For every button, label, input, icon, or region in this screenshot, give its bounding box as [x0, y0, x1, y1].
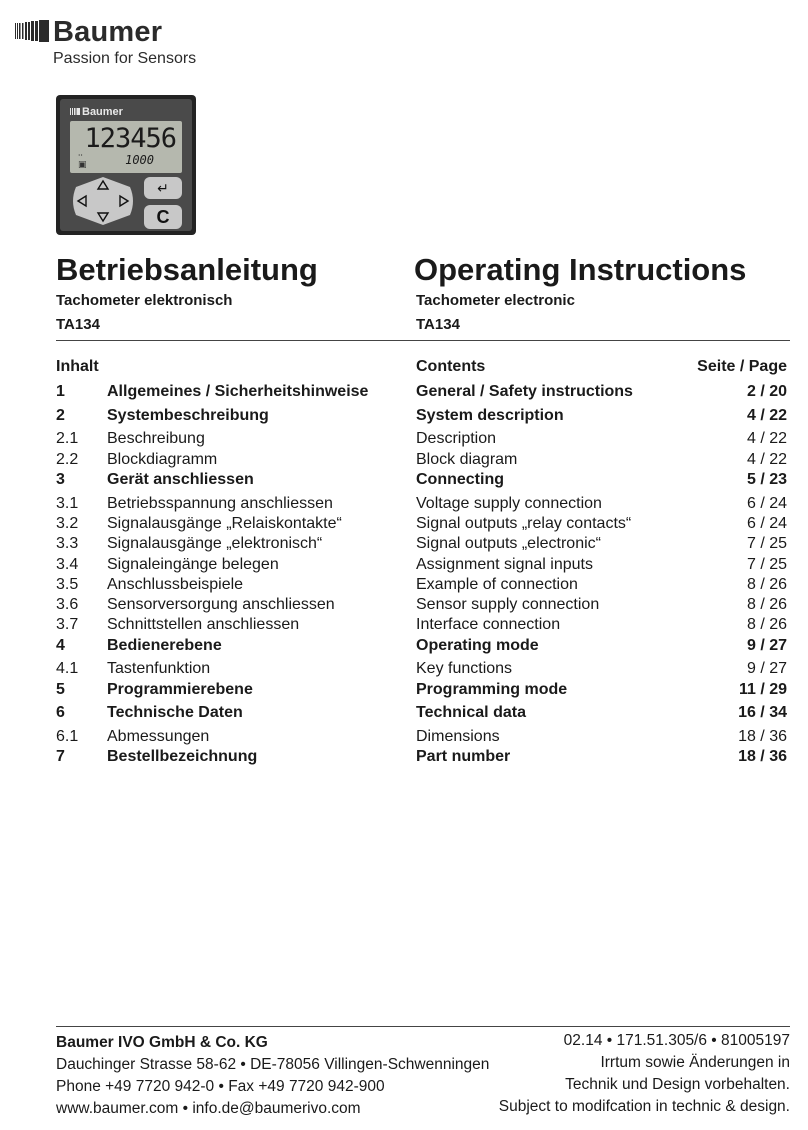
toc-title-german: Bedienerebene — [107, 636, 222, 654]
toc-number: 2 — [56, 406, 65, 424]
toc-title-english: Technical data — [416, 704, 526, 722]
toc-title-english: Block diagram — [416, 450, 518, 468]
toc-title-german: Technische Daten — [107, 704, 243, 722]
toc-title-english: Operating mode — [416, 636, 539, 654]
enter-key-icon: ↵ — [144, 177, 182, 199]
company-address: Dauchinger Strasse 58-62 • DE-78056 Villingen-Schwenningen — [56, 1056, 490, 1073]
device-image — [56, 95, 196, 235]
footer-divider — [56, 1026, 790, 1027]
toc-row — [56, 514, 790, 534]
toc-number: 2.2 — [56, 450, 79, 468]
toc-title-english: Connecting — [416, 470, 504, 488]
toc-page: 8 / 26 — [746, 596, 787, 614]
subtitle-german: Tachometer elektronisch — [56, 292, 233, 309]
title-english: Operating Instructions — [414, 252, 747, 287]
toc-number: 3.3 — [56, 535, 79, 553]
device-logo-icon — [70, 108, 80, 115]
toc-title-english: Example of connection — [416, 575, 578, 593]
toc-title-english: Signal outputs „relay contacts“ — [416, 514, 632, 532]
display-main-value: 123456 — [84, 123, 176, 154]
toc-page: 11 / 29 — [738, 680, 787, 698]
toc-page: 6 / 24 — [746, 514, 787, 532]
toc-number: 4 — [56, 636, 65, 654]
toc-page: 7 / 25 — [746, 555, 787, 573]
title-german: Betriebsanleitung — [56, 252, 318, 287]
footer-document-info — [499, 1030, 790, 1118]
toc-row — [56, 555, 790, 575]
toc-title-german: Gerät anschliessen — [107, 470, 254, 488]
toc-number: 6.1 — [56, 728, 79, 746]
toc-page: 4 / 22 — [746, 406, 787, 424]
table-of-contents — [56, 382, 790, 771]
toc-title-english: Description — [416, 430, 497, 448]
toc-page: 4 / 22 — [746, 450, 787, 468]
toc-page: 16 / 34 — [738, 704, 787, 722]
toc-title-english: Part number — [416, 748, 511, 766]
toc-row — [56, 406, 790, 430]
brand-tagline: Passion for Sensors — [53, 50, 197, 67]
toc-title-english: General / Safety instructions — [416, 383, 633, 400]
display-sub-value: 1000 — [125, 153, 154, 167]
toc-number: 3.1 — [56, 494, 79, 512]
company-phone: Phone +49 7720 942-0 • Fax +49 7720 942-900 — [56, 1078, 385, 1095]
disclaimer-line-1: Irrtum sowie Änderungen in — [600, 1054, 790, 1071]
toc-row — [56, 680, 790, 704]
direction-pad — [68, 175, 138, 227]
toc-title-german: Anschlussbeispiele — [107, 575, 244, 593]
toc-title-english: Programming mode — [416, 680, 568, 698]
toc-title-english: Sensor supply connection — [416, 596, 600, 614]
toc-number: 3.5 — [56, 575, 79, 593]
model-english: TA134 — [416, 316, 460, 333]
toc-page: 5 / 23 — [746, 470, 787, 488]
toc-number: 3.4 — [56, 555, 79, 573]
toc-title-german: Betriebsspannung anschliessen — [107, 494, 333, 512]
toc-title-english: Assignment signal inputs — [416, 555, 593, 573]
brand-name: Baumer — [53, 16, 163, 48]
toc-title-german: Bestellbezeichnung — [107, 748, 258, 766]
toc-number: 3 — [56, 470, 65, 488]
subtitle-english: Tachometer electronic — [416, 292, 575, 309]
toc-number: 7 — [56, 748, 65, 766]
toc-title-german: Systembeschreibung — [107, 406, 269, 424]
toc-title-english: System description — [416, 406, 564, 424]
toc-page: 4 / 22 — [746, 430, 787, 448]
toc-row — [56, 534, 790, 554]
toc-title-german: Signalausgänge „elektronisch“ — [107, 535, 323, 553]
toc-row — [56, 703, 790, 727]
toc-number: 2.1 — [56, 430, 79, 448]
toc-number: 1 — [56, 383, 65, 400]
company-name: Baumer IVO GmbH & Co. KG — [56, 1034, 268, 1051]
toc-row — [56, 450, 790, 470]
toc-row — [56, 382, 790, 406]
toc-title-german: Abmessungen — [107, 728, 210, 746]
device-display — [70, 121, 182, 173]
toc-title-english: Dimensions — [416, 728, 500, 746]
toc-page: 18 / 36 — [738, 728, 787, 746]
device-front-panel — [60, 99, 192, 231]
toc-title-german: Signaleingänge belegen — [107, 555, 279, 573]
toc-page: 7 / 25 — [746, 535, 787, 553]
toc-row — [56, 659, 790, 679]
toc-title-german: Blockdiagramm — [107, 450, 218, 468]
toc-title-english: Voltage supply connection — [416, 494, 602, 512]
toc-row — [56, 575, 790, 595]
toc-number: 3.7 — [56, 616, 79, 634]
disclaimer-line-2: Technik und Design vorbehalten. — [565, 1076, 790, 1093]
toc-title-english: Signal outputs „electronic“ — [416, 535, 601, 553]
toc-title-german: Programmierebene — [107, 680, 253, 698]
toc-page: 2 / 20 — [746, 383, 787, 400]
divider — [56, 340, 790, 341]
toc-title-english: Key functions — [416, 660, 513, 678]
toc-row — [56, 494, 790, 514]
toc-page: 9 / 27 — [746, 660, 787, 678]
toc-page: 9 / 27 — [746, 636, 787, 654]
toc-title-german: Allgemeines / Sicherheitshinweise — [107, 383, 369, 400]
device-brand-label: Baumer — [82, 106, 123, 118]
clear-key: C — [144, 205, 182, 229]
toc-number: 3.2 — [56, 514, 79, 532]
toc-page: 8 / 26 — [746, 575, 787, 593]
toc-row — [56, 429, 790, 449]
baumer-logo-icon — [15, 20, 49, 42]
toc-number: 3.6 — [56, 596, 79, 614]
toc-number: 4.1 — [56, 660, 79, 678]
footer-contact — [56, 1032, 489, 1120]
toc-title-german: Tastenfunktion — [107, 660, 211, 678]
toc-row — [56, 615, 790, 635]
toc-number: 6 — [56, 704, 65, 722]
model-german: TA134 — [56, 316, 100, 333]
toc-header-english: Contents — [416, 358, 486, 375]
toc-header-german: Inhalt — [56, 358, 99, 375]
toc-number: 5 — [56, 680, 65, 698]
disclaimer-line-3: Subject to modifcation in technic & design. — [498, 1098, 790, 1115]
toc-page: 6 / 24 — [746, 494, 787, 512]
toc-title-german: Signalausgänge „Relaiskontakte“ — [107, 514, 342, 532]
company-web: www.baumer.com • info.de@baumerivo.com — [56, 1100, 361, 1117]
document-number: 02.14 • 171.51.305/6 • 81005197 — [563, 1032, 790, 1049]
toc-row — [56, 747, 790, 771]
toc-title-english: Interface connection — [416, 616, 561, 634]
toc-title-german: Schnittstellen anschliessen — [107, 616, 300, 634]
toc-title-german: Beschreibung — [107, 430, 205, 448]
toc-title-german: Sensorversorgung anschliessen — [107, 596, 335, 614]
toc-row — [56, 595, 790, 615]
toc-row — [56, 470, 790, 494]
toc-page: 18 / 36 — [738, 748, 787, 766]
display-indicator-icon: ⸱⸱ ▣ — [78, 150, 87, 169]
toc-page: 8 / 26 — [746, 616, 787, 634]
toc-row — [56, 636, 790, 660]
toc-row — [56, 727, 790, 747]
toc-header-page: Seite / Page — [697, 358, 787, 375]
